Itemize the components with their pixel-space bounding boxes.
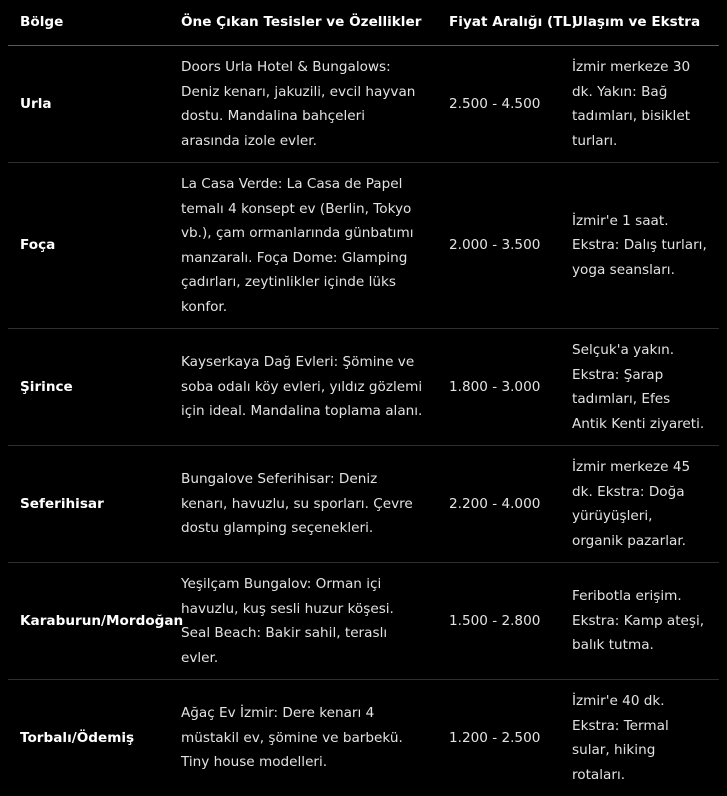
- features-cell: Bungalove Seferihisar: Deniz kenarı, havuzlu, su sporları. Çevre dostu glamping seçenekleri.: [169, 446, 437, 563]
- accommodation-table: [8, 0, 719, 796]
- table-row: [8, 680, 719, 796]
- region-cell: Foça: [8, 163, 169, 329]
- table-header-row: [8, 0, 719, 46]
- header-features: Öne Çıkan Tesisler ve Özellikler: [169, 0, 437, 46]
- header-region: Bölge: [8, 0, 169, 46]
- features-cell: Yeşilçam Bungalov: Orman içi havuzlu, kuş sesli huzur köşesi. Seal Beach: Bakir sahil, teraslı evler.: [169, 563, 437, 680]
- extra-cell: İzmir'e 1 saat. Ekstra: Dalış turları, yoga seansları.: [560, 163, 719, 329]
- table-row: [8, 46, 719, 163]
- extra-cell: Feribotla erişim. Ekstra: Kamp ateşi, balık tutma.: [560, 563, 719, 680]
- region-cell: Şirince: [8, 329, 169, 446]
- features-cell: Doors Urla Hotel & Bungalows: Deniz kenarı, jakuzili, evcil hayvan dostu. Mandalina bahçeleri arasında izole evler.: [169, 46, 437, 163]
- region-cell: Urla: [8, 46, 169, 163]
- table-row: [8, 329, 719, 446]
- features-cell: La Casa Verde: La Casa de Papel temalı 4 konsept ev (Berlin, Tokyo vb.), çam ormanlarında günbatımı manzaralı. Foça Dome: Glamping çadırları, zeytinlikler içinde lüks konfor.: [169, 163, 437, 329]
- region-cell: Torbalı/Ödemiş: [8, 680, 169, 796]
- table-row: [8, 163, 719, 329]
- features-cell: Ağaç Ev İzmir: Dere kenarı 4 müstakil ev, şömine ve barbekü. Tiny house modelleri.: [169, 680, 437, 796]
- region-cell: Karaburun/Mordoğan: [8, 563, 169, 680]
- table-row: [8, 446, 719, 563]
- extra-cell: İzmir'e 40 dk. Ekstra: Termal sular, hiking rotaları.: [560, 680, 719, 796]
- region-cell: Seferihisar: [8, 446, 169, 563]
- header-price: Fiyat Aralığı (TL): [437, 0, 560, 46]
- price-cell: 2.200 - 4.000: [437, 446, 560, 563]
- extra-cell: İzmir merkeze 30 dk. Yakın: Bağ tadımları, bisiklet turları.: [560, 46, 719, 163]
- features-cell: Kayserkaya Dağ Evleri: Şömine ve soba odalı köy evleri, yıldız gözlemi için ideal. Mandalina toplama alanı.: [169, 329, 437, 446]
- price-cell: 1.800 - 3.000: [437, 329, 560, 446]
- price-cell: 1.200 - 2.500: [437, 680, 560, 796]
- table-row: [8, 563, 719, 680]
- price-cell: 2.000 - 3.500: [437, 163, 560, 329]
- extra-cell: Selçuk'a yakın. Ekstra: Şarap tadımları, Efes Antik Kenti ziyareti.: [560, 329, 719, 446]
- price-cell: 1.500 - 2.800: [437, 563, 560, 680]
- header-extra: Ulaşım ve Ekstra: [560, 0, 719, 46]
- extra-cell: İzmir merkeze 45 dk. Ekstra: Doğa yürüyüşleri, organik pazarlar.: [560, 446, 719, 563]
- price-cell: 2.500 - 4.500: [437, 46, 560, 163]
